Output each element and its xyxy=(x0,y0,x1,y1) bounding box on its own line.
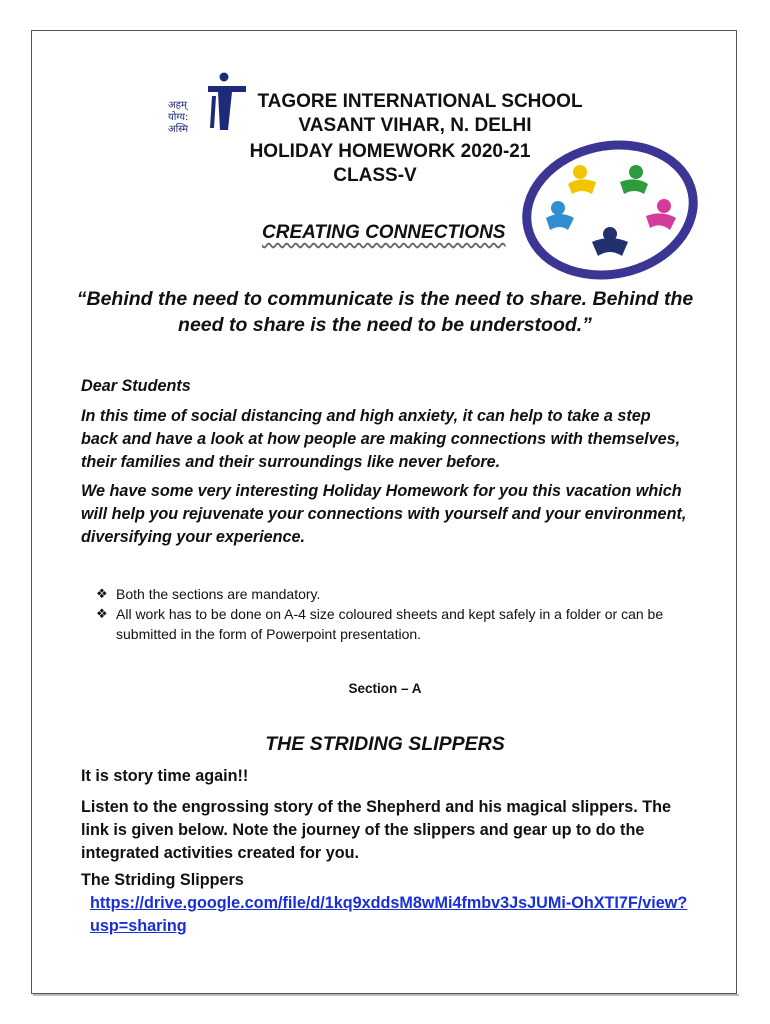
instruction-text: Both the sections are mandatory. xyxy=(116,586,321,602)
school-location: VASANT VIHAR, N. DELHI xyxy=(298,115,532,136)
people-circle-icon xyxy=(518,138,706,280)
school-motto-line-2: योग्य: xyxy=(168,112,189,123)
school-motto-line-3: अस्मि xyxy=(168,124,189,135)
list-item xyxy=(96,584,696,604)
instruction-text: All work has to be done on A-4 size coloured sheets and kept safely in a folder or can be submitted in the form of Powerpoint presentation. xyxy=(116,606,664,642)
instructions-list xyxy=(96,584,696,644)
page-shadow xyxy=(33,994,739,996)
connections-emblem xyxy=(518,138,706,280)
story-title: THE STRIDING SLIPPERS xyxy=(265,733,505,755)
school-name: TAGORE INTERNATIONAL SCHOOL xyxy=(257,91,583,112)
story-description: Listen to the engrossing story of the Shepherd and his magical slippers. The link is given below. Note the journey of the slippers and gear up to do the integrated activities created for you. xyxy=(81,798,672,862)
story-intro: It is story time again!! xyxy=(81,767,249,785)
diamond-bullet-icon: ❖ xyxy=(96,586,108,601)
school-motto-line-1: अहम् xyxy=(168,100,187,111)
page-subtitle: CREATING CONNECTIONS xyxy=(262,222,506,243)
section-heading: Section – A xyxy=(348,681,422,696)
letter-paragraph-2: We have some very interesting Holiday Homework for you this vacation which will help you rejuvenate your connections with yourself and your environment, diversifying your experience. xyxy=(81,482,687,546)
list-item xyxy=(96,604,696,644)
link-label: The Striding Slippers xyxy=(81,871,244,889)
homework-title: HOLIDAY HOMEWORK 2020-21 xyxy=(249,141,531,162)
diamond-bullet-icon: ❖ xyxy=(96,606,108,621)
story-link[interactable]: https://drive.google.com/file/d/1kq9xddsM8wMi4fmbv3JsJUMi-OhXTI7F/view?usp=sharing xyxy=(90,894,688,935)
class-label: CLASS-V xyxy=(333,165,417,186)
letter-paragraph-1: In this time of social distancing and high anxiety, it can help to take a step back and have a look at how people are making connections with themselves, their families and their surroundings like never before. xyxy=(81,407,681,471)
salutation: Dear Students xyxy=(81,377,191,395)
quote: “Behind the need to communicate is the need to share. Behind the need to share is the need to be understood.” xyxy=(76,288,694,336)
